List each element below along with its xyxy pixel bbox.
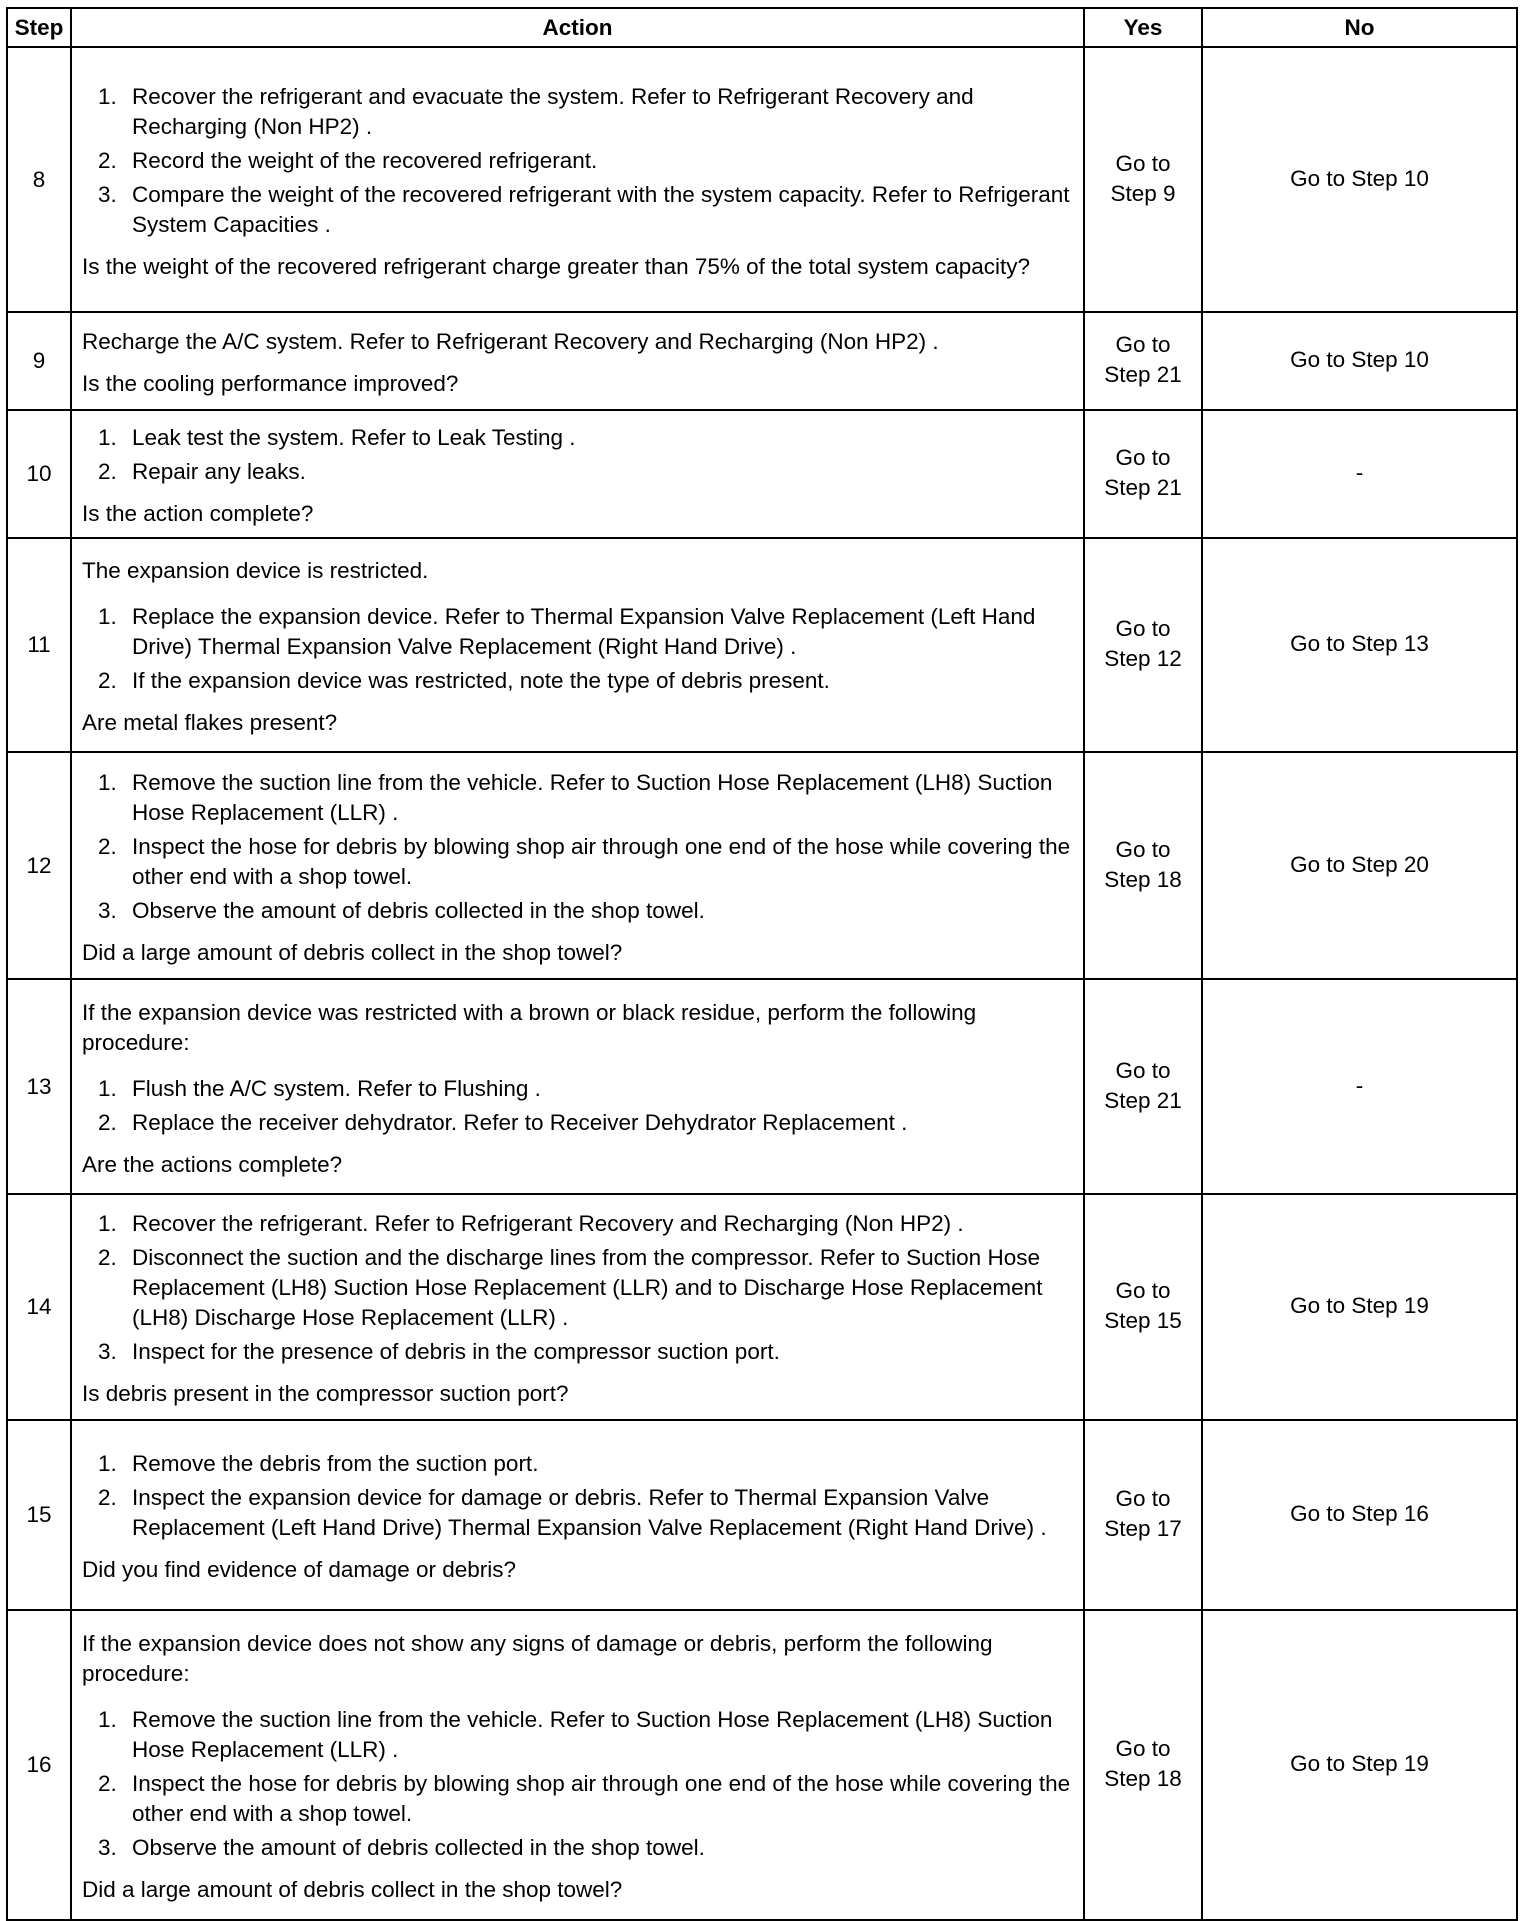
action-question: Did a large amount of debris collect in the shop towel? (82, 1877, 623, 1902)
action-question: Is the action complete? (82, 501, 314, 526)
procedure-item-number: 3. (98, 181, 117, 207)
procedure-item (82, 457, 1077, 487)
yes-cell (1084, 979, 1202, 1194)
procedure-item-number: 3. (98, 1339, 117, 1364)
procedure-item-text: Flush the A/C system. Refer to Flushing . (132, 1075, 541, 1101)
step-number: 10 (7, 410, 71, 538)
yes-cell (1084, 410, 1202, 538)
action-question: Is the weight of the recovered refrigerant charge greater than 75% of the total system capacity? (82, 253, 1031, 279)
procedure-item (82, 666, 1077, 696)
action-cell (71, 752, 1084, 979)
yes-goto-label: Go to (1115, 1486, 1171, 1511)
header-yes: Yes (1084, 8, 1202, 47)
diagnostic-page (6, 7, 1516, 1921)
procedure-item (82, 1705, 1077, 1765)
procedure-item-text: Observe the amount of debris collected in the shop towel. (132, 897, 705, 923)
step-number: 12 (7, 752, 71, 979)
procedure-item (82, 82, 1077, 142)
procedure-item-number: 3. (98, 1835, 117, 1860)
procedure-item-text: Record the weight of the recovered refrigerant. (132, 147, 598, 173)
procedure-item-number: 2. (98, 1771, 117, 1796)
procedure-item-text: Replace the receiver dehydrator. Refer to Receiver Dehydrator Replacement . (132, 1109, 908, 1135)
procedure-item-number: 1. (98, 1075, 117, 1101)
procedure-item-number: 2. (98, 668, 117, 693)
action-question: Is the cooling performance improved? (82, 371, 459, 396)
action-cell (71, 1420, 1084, 1610)
yes-goto-label: Go to (1115, 836, 1171, 862)
no-goto-step: - (1202, 979, 1517, 1194)
table-row (7, 752, 1517, 979)
yes-goto-label: Go to (1115, 1057, 1171, 1083)
diagnostic-table (6, 7, 1518, 1921)
step-number: 9 (7, 312, 71, 410)
procedure-item (82, 768, 1077, 828)
yes-goto-step: Step 12 (1104, 646, 1182, 671)
procedure-item-text: Observe the amount of debris collected in the shop towel. (132, 1835, 705, 1860)
yes-cell (1084, 1610, 1202, 1920)
procedure-list (82, 423, 1077, 487)
action-note: If the expansion device was restricted with a brown or black residue, perform the following procedure: (82, 999, 977, 1055)
procedure-item-text: Disconnect the suction and the discharge lines from the compressor. Refer to Suction Hose Replacement (LH8) Suction Hose Replacement (LLR) and to Discharge Hose Replacement (LH8) Discharge Hose Replacement (LLR) . (132, 1245, 1043, 1330)
action-cell (71, 410, 1084, 538)
step-number: 16 (7, 1610, 71, 1920)
yes-cell (1084, 538, 1202, 752)
procedure-item (82, 180, 1077, 240)
procedure-item (82, 1769, 1077, 1829)
yes-cell (1084, 312, 1202, 410)
procedure-item-number: 1. (98, 83, 117, 109)
procedure-item (82, 832, 1077, 892)
procedure-list (82, 82, 1077, 240)
procedure-item-text: If the expansion device was restricted, note the type of debris present. (132, 668, 830, 693)
no-goto-step: Go to Step 16 (1202, 1420, 1517, 1610)
yes-goto-step: Step 18 (1104, 866, 1182, 892)
yes-goto-label: Go to (1115, 445, 1171, 470)
procedure-item (82, 896, 1077, 926)
procedure-item (82, 1483, 1077, 1543)
procedure-item (82, 1209, 1077, 1239)
yes-goto-label: Go to (1115, 616, 1171, 641)
table-row (7, 538, 1517, 752)
action-question: Did you find evidence of damage or debris? (82, 1557, 517, 1582)
action-cell (71, 1194, 1084, 1420)
yes-goto-step: Step 21 (1104, 475, 1182, 500)
step-number: 14 (7, 1194, 71, 1420)
procedure-item (82, 1449, 1077, 1479)
action-question: Is debris present in the compressor suction port? (82, 1381, 569, 1406)
procedure-item-number: 2. (98, 1485, 117, 1510)
no-goto-step: Go to Step 20 (1202, 752, 1517, 979)
procedure-item-number: 1. (98, 604, 117, 629)
yes-cell (1084, 47, 1202, 312)
procedure-item-text: Recover the refrigerant. Refer to Refrigerant Recovery and Recharging (Non HP2) . (132, 1211, 964, 1236)
procedure-item-number: 1. (98, 1451, 117, 1476)
step-number: 8 (7, 47, 71, 312)
table-row (7, 1610, 1517, 1920)
procedure-item-number: 3. (98, 897, 117, 923)
procedure-item-text: Repair any leaks. (132, 459, 306, 484)
no-goto-step: Go to Step 13 (1202, 538, 1517, 752)
procedure-item (82, 1243, 1077, 1333)
procedure-item-text: Inspect the hose for debris by blowing shop air through one end of the hose while covering the other end with a shop towel. (132, 833, 1071, 889)
action-cell (71, 312, 1084, 410)
procedure-list (82, 768, 1077, 926)
header-step: Step (7, 8, 71, 47)
yes-goto-label: Go to (1115, 332, 1171, 357)
no-goto-step: Go to Step 10 (1202, 312, 1517, 410)
action-question: Are the actions complete? (82, 1151, 343, 1177)
yes-goto-label: Go to (1115, 1736, 1171, 1761)
action-cell (71, 538, 1084, 752)
table-row (7, 47, 1517, 312)
table-row (7, 1194, 1517, 1420)
action-cell (71, 47, 1084, 312)
procedure-item (82, 1833, 1077, 1863)
action-note: If the expansion device does not show any signs of damage or debris, perform the following procedure: (82, 1631, 993, 1686)
table-body (7, 47, 1517, 1920)
procedure-list (82, 1705, 1077, 1863)
yes-goto-label: Go to (1115, 150, 1171, 176)
procedure-list (82, 1074, 1077, 1138)
procedure-item-text: Replace the expansion device. Refer to Thermal Expansion Valve Replacement (Left Hand Drive) Thermal Expansion Valve Replacement (Right Hand Drive) . (132, 604, 1036, 659)
table-row (7, 410, 1517, 538)
yes-cell (1084, 1194, 1202, 1420)
yes-goto-label: Go to (1115, 1278, 1171, 1303)
yes-goto-step: Step 17 (1104, 1516, 1182, 1541)
procedure-list (82, 1449, 1077, 1543)
action-note: Recharge the A/C system. Refer to Refrigerant Recovery and Recharging (Non HP2) . (82, 329, 939, 354)
yes-goto-step: Step 21 (1104, 1087, 1182, 1113)
step-number: 13 (7, 979, 71, 1194)
action-question: Did a large amount of debris collect in the shop towel? (82, 939, 623, 965)
yes-goto-step: Step 21 (1104, 362, 1182, 387)
procedure-item-number: 1. (98, 425, 117, 450)
procedure-item-text: Remove the suction line from the vehicle. Refer to Suction Hose Replacement (LH8) Suction Hose Replacement (LLR) . (132, 769, 1053, 825)
procedure-item (82, 602, 1077, 662)
procedure-item-number: 2. (98, 147, 117, 173)
procedure-item (82, 1108, 1077, 1138)
procedure-list (82, 1209, 1077, 1367)
procedure-item-number: 2. (98, 459, 117, 484)
no-goto-step: Go to Step 19 (1202, 1194, 1517, 1420)
action-cell (71, 1610, 1084, 1920)
procedure-item-text: Inspect the expansion device for damage or debris. Refer to Thermal Expansion Valve Replacement (Left Hand Drive) Thermal Expansion Valve Replacement (Right Hand Drive) . (132, 1485, 1047, 1540)
procedure-item (82, 146, 1077, 176)
procedure-item-number: 2. (98, 833, 117, 859)
yes-cell (1084, 752, 1202, 979)
procedure-item-text: Inspect for the presence of debris in the compressor suction port. (132, 1339, 780, 1364)
procedure-item-text: Recover the refrigerant and evacuate the system. Refer to Refrigerant Recovery and Recharging (Non HP2) . (132, 83, 974, 139)
procedure-item-number: 1. (98, 1211, 117, 1236)
action-question: Are metal flakes present? (82, 710, 338, 735)
no-goto-step: - (1202, 410, 1517, 538)
header-row (7, 8, 1517, 47)
table-row (7, 979, 1517, 1194)
procedure-item (82, 1074, 1077, 1104)
step-number: 11 (7, 538, 71, 752)
yes-goto-step: Step 15 (1104, 1308, 1182, 1333)
header-no: No (1202, 8, 1517, 47)
procedure-item (82, 423, 1077, 453)
yes-goto-step: Step 18 (1104, 1766, 1182, 1791)
action-cell (71, 979, 1084, 1194)
no-goto-step: Go to Step 10 (1202, 47, 1517, 312)
procedure-item-number: 1. (98, 1707, 117, 1732)
table-row (7, 312, 1517, 410)
header-action: Action (71, 8, 1084, 47)
action-note: The expansion device is restricted. (82, 558, 429, 583)
table-row (7, 1420, 1517, 1610)
yes-goto-step: Step 9 (1110, 180, 1176, 206)
procedure-item-text: Leak test the system. Refer to Leak Testing . (132, 425, 576, 450)
procedure-item-number: 2. (98, 1109, 117, 1135)
procedure-item-number: 2. (98, 1245, 117, 1270)
step-number: 15 (7, 1420, 71, 1610)
procedure-item (82, 1337, 1077, 1367)
procedure-item-text: Compare the weight of the recovered refrigerant with the system capacity. Refer to Refrigerant System Capacities . (132, 181, 1070, 237)
procedure-item-number: 1. (98, 769, 117, 795)
procedure-item-text: Inspect the hose for debris by blowing shop air through one end of the hose while covering the other end with a shop towel. (132, 1771, 1071, 1826)
no-goto-step: Go to Step 19 (1202, 1610, 1517, 1920)
yes-cell (1084, 1420, 1202, 1610)
procedure-item-text: Remove the debris from the suction port. (132, 1451, 539, 1476)
procedure-list (82, 602, 1077, 696)
procedure-item-text: Remove the suction line from the vehicle. Refer to Suction Hose Replacement (LH8) Suction Hose Replacement (LLR) . (132, 1707, 1053, 1762)
